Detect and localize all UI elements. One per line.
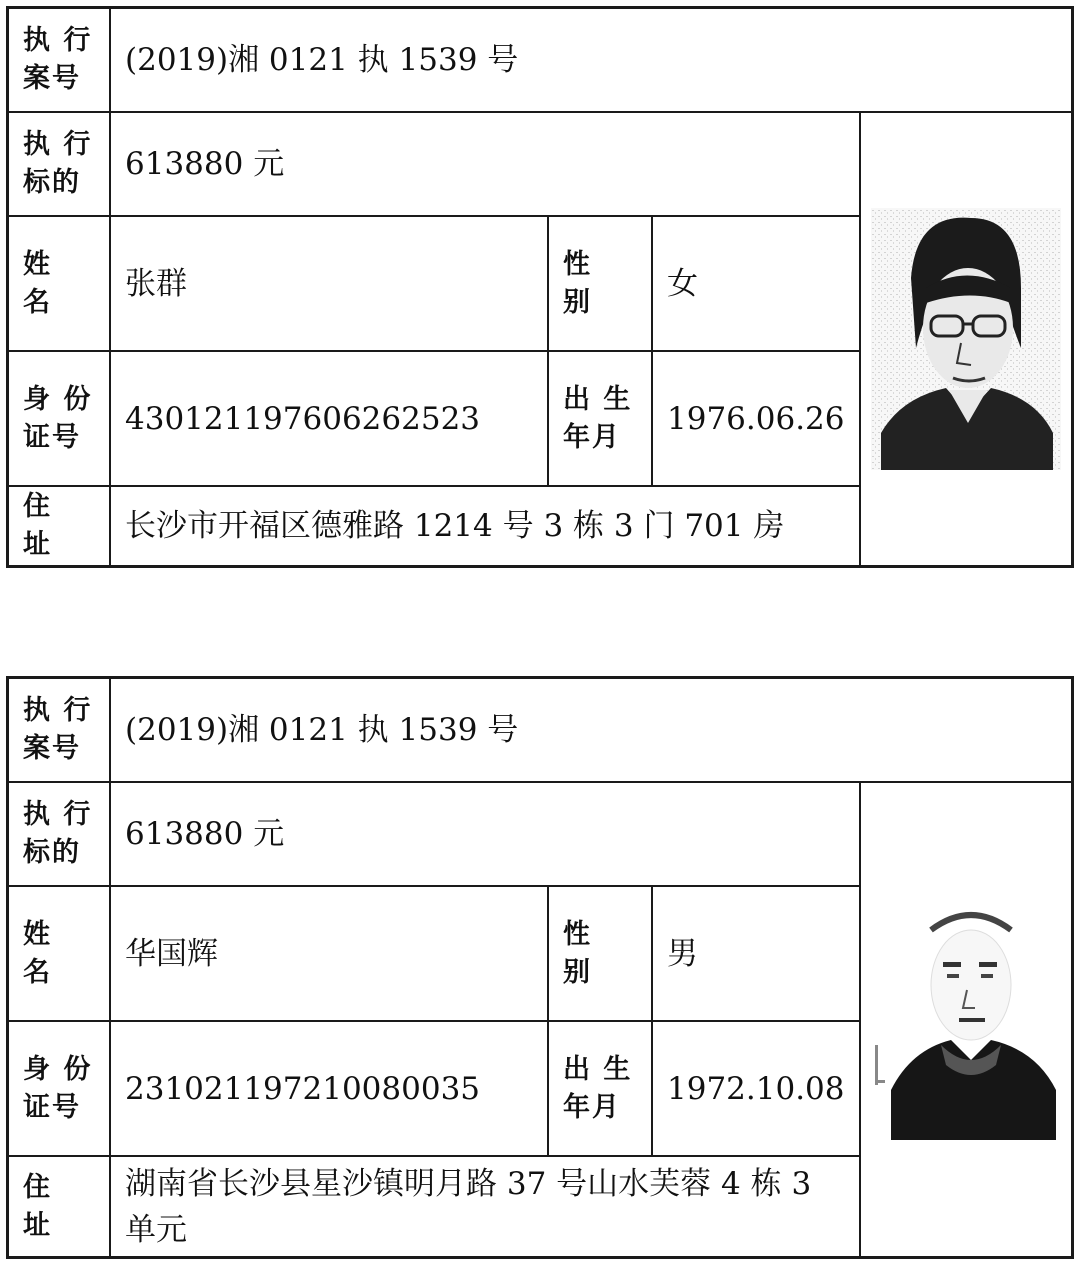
record-card bbox=[6, 6, 1074, 568]
value-cell bbox=[111, 217, 549, 352]
address-label: 住 址 bbox=[23, 1171, 52, 1241]
execution-target-value: 613880 元 bbox=[125, 816, 285, 852]
value-cell bbox=[111, 9, 1071, 113]
value-cell bbox=[111, 1157, 861, 1256]
address-value: 长沙市开福区德雅路 1214 号 3 栋 3 门 701 房 bbox=[125, 508, 785, 544]
label-cell bbox=[549, 1022, 653, 1157]
value-cell bbox=[111, 113, 861, 217]
gender-value: 女 bbox=[667, 265, 698, 302]
case-number-value: (2019)湘 0121 执 1539 号 bbox=[125, 712, 519, 748]
address-label: 住 址 bbox=[23, 491, 52, 560]
address-value: 湖南省长沙县星沙镇明月路 37 号山水芙蓉 4 栋 3 单元 bbox=[125, 1165, 812, 1248]
portrait-photo-icon bbox=[871, 900, 1061, 1140]
birth-date-value: 1972.10.08 bbox=[667, 1070, 845, 1107]
execution-target-value: 613880 元 bbox=[125, 146, 285, 182]
case-number-label: 执 行 案号 bbox=[23, 695, 93, 764]
gender-label: 性 别 bbox=[563, 248, 592, 318]
value-cell bbox=[653, 352, 861, 487]
execution-target-label: 执 行 标的 bbox=[23, 129, 93, 198]
birth-date-value: 1976.06.26 bbox=[667, 400, 845, 437]
portrait-photo-icon bbox=[871, 208, 1061, 470]
label-cell bbox=[9, 783, 111, 887]
birth-date-label: 出 生 年月 bbox=[563, 383, 633, 453]
id-number-label: 身 份 证号 bbox=[23, 1053, 93, 1123]
label-cell bbox=[9, 352, 111, 487]
gender-label: 性 别 bbox=[563, 918, 592, 988]
execution-target-label: 执 行 标的 bbox=[23, 799, 93, 868]
value-cell bbox=[653, 1022, 861, 1157]
label-cell bbox=[9, 113, 111, 217]
label-cell bbox=[9, 1022, 111, 1157]
id-number-value: 430121197606262523 bbox=[125, 400, 481, 437]
value-cell bbox=[111, 352, 549, 487]
label-cell bbox=[9, 1157, 111, 1256]
value-cell bbox=[111, 1022, 549, 1157]
label-cell bbox=[9, 217, 111, 352]
photo-cell bbox=[861, 783, 1071, 1256]
value-cell bbox=[111, 487, 861, 565]
name-label: 姓 名 bbox=[23, 918, 52, 988]
id-number-label: 身 份 证号 bbox=[23, 383, 93, 453]
record-card bbox=[6, 676, 1074, 1259]
label-cell bbox=[549, 887, 653, 1022]
photo-cell bbox=[861, 113, 1071, 565]
value-cell bbox=[111, 679, 1071, 783]
label-cell bbox=[9, 9, 111, 113]
label-cell bbox=[9, 487, 111, 565]
name-value: 张群 bbox=[125, 265, 187, 302]
birth-date-label: 出 生 年月 bbox=[563, 1053, 633, 1123]
value-cell bbox=[111, 783, 861, 887]
name-label: 姓 名 bbox=[23, 248, 52, 318]
value-cell bbox=[653, 887, 861, 1022]
label-cell bbox=[549, 352, 653, 487]
case-number-value: (2019)湘 0121 执 1539 号 bbox=[125, 42, 519, 78]
gender-value: 男 bbox=[667, 935, 698, 972]
case-number-label: 执 行 案号 bbox=[23, 25, 93, 94]
label-cell bbox=[549, 217, 653, 352]
value-cell bbox=[653, 217, 861, 352]
value-cell bbox=[111, 887, 549, 1022]
name-value: 华国辉 bbox=[125, 935, 218, 972]
label-cell bbox=[9, 679, 111, 783]
id-number-value: 231021197210080035 bbox=[125, 1070, 481, 1107]
label-cell bbox=[9, 887, 111, 1022]
